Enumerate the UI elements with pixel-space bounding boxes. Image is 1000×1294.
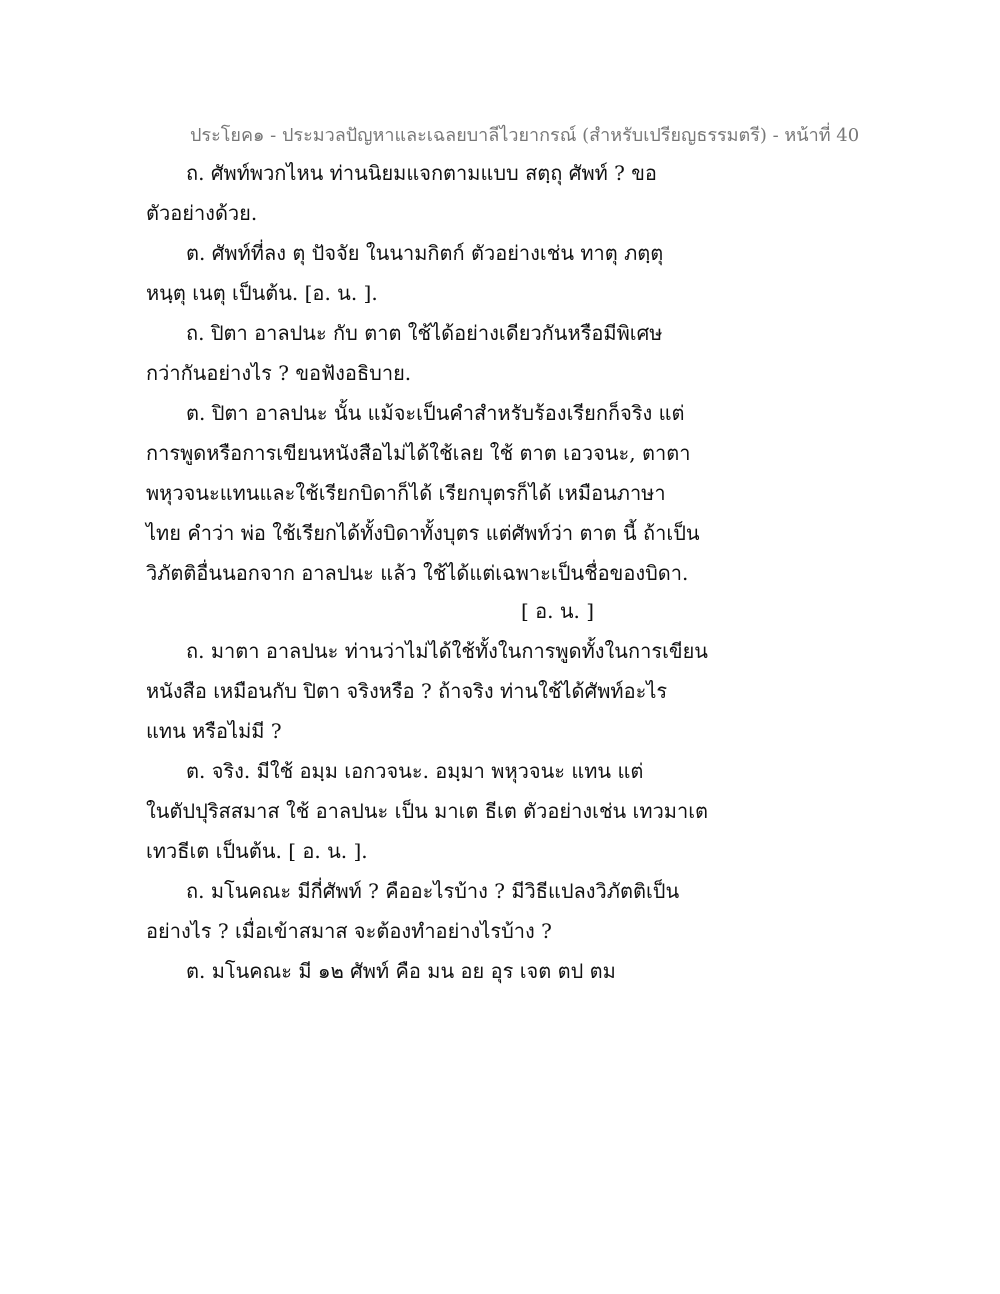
answer-line: เทวธีเต เป็นต้น. [ อ. น. ].: [146, 839, 368, 863]
answer-line: ไทย คำว่า พ่อ ใช้เรียกได้ทั้งบิดาทั้งบุตร แต่ศัพท์ว่า ตาต นี้ ถ้าเป็น: [146, 521, 700, 545]
question-line: ถ. มโนคณะ มีกี่ศัพท์ ? คืออะไรบ้าง ? มีวิธีแปลงวิภัตติเป็น: [186, 879, 680, 903]
question-line: ถ. มาตา อาลปนะ ท่านว่าไม่ได้ใช้ทั้งในการพูดทั้งในการเขียน: [186, 639, 708, 663]
answer-line: วิภัตติอื่นนอกจาก อาลปนะ แล้ว ใช้ได้แต่เฉพาะเป็นชื่อของบิดา.: [146, 561, 689, 585]
question-line: อย่างไร ? เมื่อเข้าสมาส จะต้องทำอย่างไรบ้าง ?: [146, 919, 552, 943]
page-header: ประโยค๑ - ประมวลปัญหาและเฉลยบาลีไวยากรณ์ (สำหรับเปรียญธรรมตรี) - หน้าที่ 40: [190, 125, 860, 146]
answer-line: ต. มโนคณะ มี ๑๒ ศัพท์ คือ มน อย อุร เจต ตป ตม: [186, 959, 616, 983]
question-line: แทน หรือไม่มี ?: [146, 719, 282, 743]
answer-line: ต. ศัพท์ที่ลง ตุ ปัจจัย ในนามกิตก์ ตัวอย่างเช่น ทาตุ ภตฺตุ: [186, 241, 664, 265]
answer-line: ในตัปปุริสสมาส ใช้ อาลปนะ เป็น มาเต ธีเต ตัวอย่างเช่น เทวมาเต: [146, 799, 709, 823]
answer-line: พหุวจนะแทนและใช้เรียกบิดาก็ได้ เรียกบุตรก็ได้ เหมือนภาษา: [146, 481, 666, 505]
answer-line: การพูดหรือการเขียนหนังสือไม่ได้ใช้เลย ใช้ ตาต เอวจนะ, ตาตา: [146, 441, 691, 465]
answer-line: ต. จริง. มีใช้ อมฺม เอกวจนะ. อมฺมา พหุวจนะ แทน แต่: [186, 759, 644, 783]
question-line: กว่ากันอย่างไร ? ขอฟังอธิบาย.: [146, 361, 412, 385]
answer-line: ต. ปิตา อาลปนะ นั้น แม้จะเป็นคำสำหรับร้องเรียกก็จริง แต่: [186, 401, 685, 425]
reference-note: [ อ. น. ]: [521, 599, 595, 623]
question-line: ตัวอย่างด้วย.: [146, 201, 258, 225]
answer-line: หนฺตุ เนตุ เป็นต้น. [อ. น. ].: [146, 281, 378, 305]
question-line: หนังสือ เหมือนกับ ปิตา จริงหรือ ? ถ้าจริง ท่านใช้ได้ศัพท์อะไร: [146, 679, 668, 703]
question-line: ถ. ปิตา อาลปนะ กับ ตาต ใช้ได้อย่างเดียวกันหรือมีพิเศษ: [186, 321, 663, 345]
question-line: ถ. ศัพท์พวกไหน ท่านนิยมแจกตามแบบ สตฺถุ ศัพท์ ? ขอ: [186, 161, 657, 185]
